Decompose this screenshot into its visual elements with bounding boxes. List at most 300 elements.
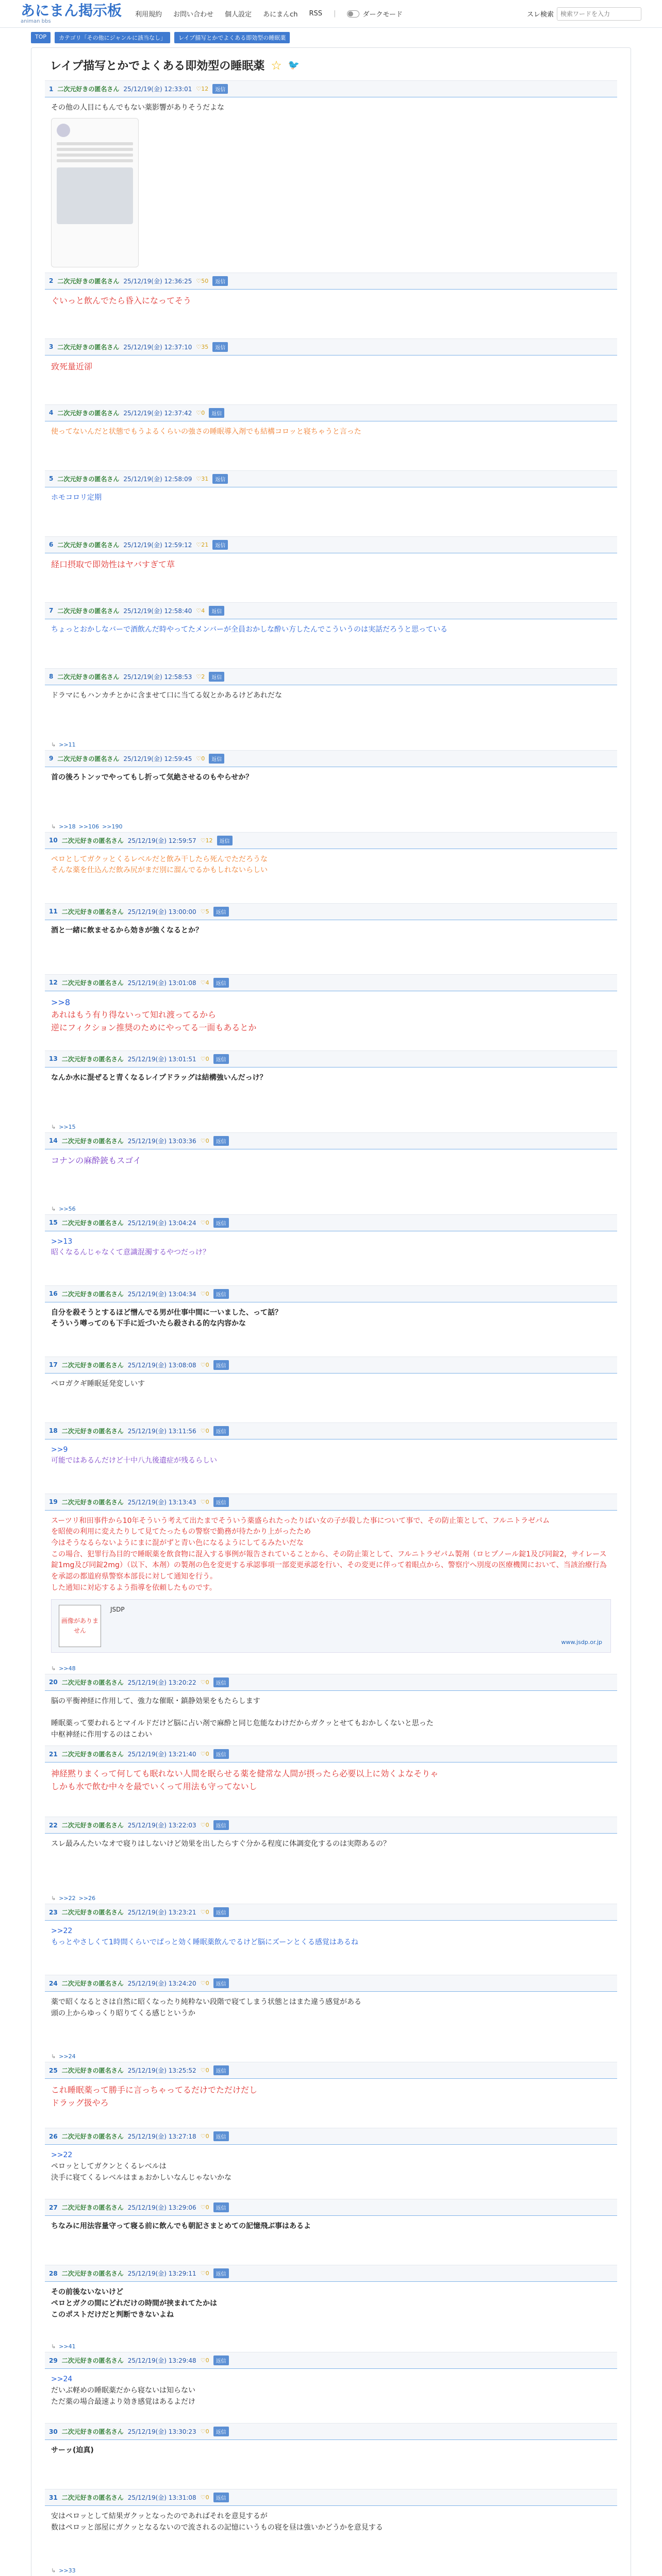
post-body bbox=[45, 619, 617, 668]
post-text-line: サーッ(迫真) bbox=[51, 2446, 94, 2455]
post-text-line: あれはもう有り得ないって知れ渡ってるから bbox=[51, 1010, 217, 1020]
post-date: 25/12/19(金) 12:58:40 bbox=[123, 607, 192, 615]
nav-contact[interactable]: お問い合わせ bbox=[173, 11, 214, 19]
post-text-line: スレ最みんたいなオで寝りはしないけど効果を出したらすぐ分かる程度に体調変化するのは実際あるの？ bbox=[51, 1840, 390, 1849]
post-header bbox=[45, 1745, 617, 1762]
post-number[interactable]: 22 bbox=[49, 1821, 58, 1829]
reply-button[interactable]: 返信 bbox=[209, 672, 224, 682]
post-header bbox=[45, 903, 617, 920]
post bbox=[45, 1817, 617, 1904]
post-number[interactable]: 15 bbox=[49, 1219, 58, 1227]
like-button[interactable] bbox=[201, 2428, 209, 2435]
like-button[interactable] bbox=[201, 2067, 209, 2074]
like-button[interactable] bbox=[201, 1751, 209, 1757]
post-header bbox=[45, 1975, 617, 1992]
embedded-tweet-image[interactable] bbox=[51, 118, 139, 267]
like-count: 21 bbox=[201, 541, 209, 548]
reply-reference-link[interactable]: >>106 bbox=[78, 823, 100, 830]
like-count: 35 bbox=[201, 343, 209, 350]
post-text-line: なんか水に混ぜると青くなるレイプドラッグは結構強いんだっけ？ bbox=[51, 1073, 267, 1082]
link-card-title: JSDP bbox=[110, 1605, 125, 1613]
heart-icon: ♡ bbox=[200, 1751, 206, 1758]
post-date: 25/12/19(金) 13:20:22 bbox=[127, 1679, 196, 1686]
reply-button[interactable]: 返信 bbox=[213, 1218, 229, 1228]
post-text-line: 酒と一緒に飲ませるから効きが強くなるとか？ bbox=[51, 926, 203, 935]
post-number[interactable]: 8 bbox=[49, 673, 54, 681]
post-header bbox=[45, 1494, 617, 1511]
like-button[interactable] bbox=[201, 1428, 209, 1434]
post-author: 二次元好きの匿名さん bbox=[61, 837, 124, 844]
post-text-line: 頭の上からゆっくり昭りてくる感じというか bbox=[51, 2009, 195, 2018]
post-header bbox=[45, 536, 617, 553]
reply-button[interactable]: 返信 bbox=[213, 2202, 229, 2212]
reply-references bbox=[45, 1122, 617, 1132]
post-author: 二次元好きの匿名さん bbox=[57, 607, 120, 615]
breadcrumb-category[interactable]: カテゴリ「その他にジャンルに該当なし」 bbox=[55, 32, 170, 43]
heart-icon: ♡ bbox=[196, 475, 202, 482]
post-date: 25/12/19(金) 13:04:24 bbox=[127, 1219, 196, 1227]
like-button[interactable] bbox=[196, 607, 205, 614]
reply-button[interactable]: 返信 bbox=[213, 978, 229, 988]
like-button[interactable] bbox=[201, 1909, 209, 1916]
reply-button[interactable]: 返信 bbox=[213, 1907, 229, 1917]
heart-icon: ♡ bbox=[200, 1137, 206, 1144]
heart-icon: ♡ bbox=[196, 541, 202, 548]
post-body bbox=[45, 2369, 617, 2423]
breadcrumb-thread[interactable]: レイプ描写とかでよくある即効型の睡眠薬 bbox=[174, 32, 290, 43]
reply-button[interactable]: 返信 bbox=[213, 2131, 229, 2141]
reply-reference-link[interactable]: >>26 bbox=[78, 1895, 96, 1902]
post-body bbox=[45, 1231, 617, 1285]
like-count: 0 bbox=[205, 2494, 209, 2501]
post bbox=[45, 1214, 617, 1285]
like-button[interactable] bbox=[201, 2270, 209, 2277]
heart-icon: ♡ bbox=[200, 2133, 206, 2140]
like-button[interactable] bbox=[196, 755, 205, 762]
post-number[interactable]: 28 bbox=[49, 2269, 58, 2277]
like-count: 31 bbox=[201, 475, 209, 482]
like-button[interactable] bbox=[201, 1138, 209, 1144]
post-body bbox=[45, 1374, 617, 1422]
like-button[interactable] bbox=[201, 979, 209, 986]
reply-button[interactable]: 返信 bbox=[209, 408, 224, 418]
post-author: 二次元好きの匿名さん bbox=[61, 1909, 124, 1917]
post-body bbox=[45, 1921, 617, 1975]
post bbox=[45, 903, 617, 974]
nav-rss[interactable]: RSS bbox=[309, 10, 322, 18]
post-body bbox=[45, 1762, 617, 1817]
post-text-line: ただ薬の場合最速より効き感覚はあるよだけ bbox=[51, 2397, 195, 2406]
post-number[interactable]: 5 bbox=[49, 475, 54, 483]
post-header bbox=[45, 602, 617, 619]
post-number[interactable]: 11 bbox=[49, 908, 58, 916]
post-number[interactable]: 13 bbox=[49, 1055, 58, 1063]
reply-button[interactable]: 返信 bbox=[212, 342, 228, 352]
reply-button[interactable]: 返信 bbox=[213, 1497, 229, 1507]
post-text-line: ペロとガクの間にどれだけの時間が挟まれてたかは bbox=[51, 2299, 217, 2308]
reply-reference-link[interactable]: >>15 bbox=[59, 1123, 76, 1130]
post-date: 25/12/19(金) 13:22:03 bbox=[127, 1822, 196, 1829]
post-number[interactable]: 29 bbox=[49, 2357, 58, 2364]
post-text-line: した通知に対応するよう指導を依頼したものです。 bbox=[51, 1583, 217, 1592]
post-body bbox=[45, 685, 617, 739]
link-preview-card[interactable] bbox=[51, 1599, 611, 1653]
reply-anchor-link[interactable]: >>22 bbox=[51, 2151, 73, 2160]
like-button[interactable] bbox=[201, 2357, 209, 2364]
like-button[interactable] bbox=[196, 476, 208, 482]
post-text-line: ちなみに用法容量守って寝る前に飲んでも朝記さまとめての記憶飛ぶ事はあるよ bbox=[51, 2222, 311, 2231]
post-text-line: ホモコロリ定期 bbox=[51, 493, 102, 502]
post-text-line: スーツリ和田事件から10年そういう考えて出たまでそういう薬盛られたったりばい女の子が殺した事について事で、その防止策として、フルニトラゼパム bbox=[51, 1516, 550, 1525]
post bbox=[45, 273, 617, 338]
top-bar bbox=[0, 0, 662, 28]
post-number[interactable]: 21 bbox=[49, 1750, 58, 1758]
post-text-line: コナンの麻酔銃もスゴイ bbox=[51, 1155, 141, 1165]
post-header bbox=[45, 1904, 617, 1921]
post-date: 25/12/19(金) 12:33:01 bbox=[123, 86, 192, 93]
like-button[interactable] bbox=[201, 1980, 209, 1987]
post-date: 25/12/19(金) 13:29:48 bbox=[127, 2357, 196, 2365]
post-date: 25/12/19(金) 13:29:11 bbox=[127, 2270, 196, 2278]
post-header bbox=[45, 1422, 617, 1439]
like-button[interactable] bbox=[201, 2494, 209, 2501]
post-author: 二次元好きの匿名さん bbox=[61, 1055, 124, 1063]
post-text-line: ペロッとしてガクンとくるレベルは bbox=[51, 2162, 167, 2171]
like-button[interactable] bbox=[201, 1679, 209, 1686]
reply-button[interactable]: 返信 bbox=[213, 1820, 229, 1830]
link-card-url[interactable]: www.jsdp.or.jp bbox=[561, 1639, 602, 1646]
nav-animanch[interactable]: あにまんch bbox=[263, 11, 298, 19]
post-date: 25/12/19(金) 13:08:08 bbox=[127, 1361, 196, 1369]
post bbox=[45, 832, 617, 903]
post-date: 25/12/19(金) 12:58:53 bbox=[123, 673, 192, 681]
post-number[interactable]: 1 bbox=[49, 85, 54, 93]
post-number[interactable]: 27 bbox=[49, 2204, 58, 2211]
post bbox=[45, 470, 617, 536]
reply-reference-link[interactable]: >>11 bbox=[59, 741, 76, 748]
like-button[interactable] bbox=[196, 673, 205, 680]
reply-anchor-link[interactable]: >>8 bbox=[51, 997, 70, 1007]
like-button[interactable] bbox=[201, 2204, 209, 2211]
heart-icon: ♡ bbox=[200, 1361, 206, 1368]
post-author: 二次元好きの匿名さん bbox=[57, 541, 120, 549]
post-text-line: 今はそうなるらないようにまに混がずと青い色になるようにしてるみたいだな bbox=[51, 1539, 304, 1548]
post-number[interactable]: 17 bbox=[49, 1361, 58, 1369]
post-number[interactable]: 14 bbox=[49, 1137, 58, 1145]
post bbox=[45, 2352, 617, 2423]
reply-references bbox=[45, 1893, 617, 1904]
site-logo[interactable] bbox=[21, 3, 122, 25]
post-header bbox=[45, 1285, 617, 1302]
post-number[interactable]: 10 bbox=[49, 837, 58, 844]
reply-button[interactable]: 返信 bbox=[213, 1677, 229, 1687]
post-number[interactable]: 19 bbox=[49, 1498, 58, 1506]
heart-icon: ♡ bbox=[200, 1980, 206, 1987]
reply-button[interactable]: 返信 bbox=[213, 2355, 229, 2365]
reply-button[interactable]: 返信 bbox=[212, 84, 228, 94]
post bbox=[45, 536, 617, 602]
post-text-line: 首の後ろトンッでやってもし折って気絶させるのもやらせか？ bbox=[51, 773, 253, 782]
like-count: 0 bbox=[205, 1290, 209, 1297]
post-number[interactable]: 31 bbox=[49, 2494, 58, 2501]
post-text-line: だいぶ軽めの睡眠薬だから寝ないは知らない bbox=[51, 2386, 195, 2395]
search-input[interactable] bbox=[557, 7, 641, 21]
post-date: 25/12/19(金) 12:36:25 bbox=[123, 277, 192, 285]
like-button[interactable] bbox=[196, 410, 205, 416]
like-button[interactable] bbox=[196, 344, 208, 350]
post-text-line: このポストだけだと判断できないよね bbox=[51, 2310, 174, 2319]
reply-arrow-icon: ↳ bbox=[51, 741, 56, 748]
post-number[interactable]: 3 bbox=[49, 343, 54, 351]
like-count: 4 bbox=[201, 607, 205, 614]
post-text-line: ちょっとおかしなバーで酒飲んだ時やってたメンバーが全員おかしな酔い方したんでこういうのは実話だろうと思っている bbox=[51, 625, 448, 634]
post-author: 二次元好きの匿名さん bbox=[57, 86, 120, 93]
reply-reference-link[interactable]: >>48 bbox=[59, 1665, 76, 1672]
thread-title-row bbox=[50, 57, 617, 73]
heart-icon: ♡ bbox=[196, 343, 202, 350]
post-number[interactable]: 26 bbox=[49, 2132, 58, 2140]
like-button[interactable] bbox=[201, 1219, 209, 1226]
reply-reference-link[interactable]: >>24 bbox=[59, 2053, 76, 2060]
post-body bbox=[45, 290, 617, 338]
dark-mode-toggle[interactable] bbox=[347, 9, 402, 19]
like-button[interactable] bbox=[201, 837, 213, 844]
post-date: 25/12/19(金) 13:30:23 bbox=[127, 2428, 196, 2436]
post-date: 25/12/19(金) 13:25:52 bbox=[127, 2067, 196, 2075]
reply-button[interactable]: 返信 bbox=[212, 276, 228, 286]
reply-button[interactable]: 返信 bbox=[213, 2268, 229, 2278]
like-button[interactable] bbox=[201, 2133, 209, 2140]
reply-button[interactable]: 返信 bbox=[213, 1360, 229, 1370]
reply-button[interactable]: 返信 bbox=[213, 1978, 229, 1988]
post-author: 二次元好きの匿名さん bbox=[61, 2270, 124, 2278]
post bbox=[45, 750, 617, 832]
post-list bbox=[45, 80, 617, 2576]
nav-terms[interactable]: 利用規約 bbox=[135, 11, 162, 19]
twitter-share-icon[interactable]: 🐦 bbox=[288, 60, 300, 71]
like-count: 50 bbox=[201, 277, 209, 284]
like-count: 0 bbox=[205, 2428, 209, 2435]
post-header bbox=[45, 2062, 617, 2079]
post-author: 二次元好きの匿名さん bbox=[61, 1822, 124, 1829]
post-header bbox=[45, 1817, 617, 1834]
reply-button[interactable]: 返信 bbox=[209, 606, 224, 616]
reply-button[interactable]: 返信 bbox=[213, 2065, 229, 2075]
reply-button[interactable]: 返信 bbox=[213, 1749, 229, 1759]
reply-arrow-icon: ↳ bbox=[51, 1205, 56, 1212]
heart-icon: ♡ bbox=[200, 2357, 206, 2364]
post-text-line bbox=[51, 1707, 611, 1718]
heart-icon: ♡ bbox=[200, 2067, 206, 2074]
like-button[interactable] bbox=[201, 1291, 209, 1297]
post-text-line: 安はペロッとして結果ガクッとなったのであればそれを意見するが bbox=[51, 2512, 268, 2521]
post-date: 25/12/19(金) 12:37:10 bbox=[123, 343, 192, 351]
post-text-line: を昭使の利用に変えたりして見てたったもの警察で勤務が待たかり上がったため bbox=[51, 1528, 311, 1536]
like-button[interactable] bbox=[196, 541, 208, 548]
post-date: 25/12/19(金) 13:23:21 bbox=[127, 1909, 196, 1917]
post-header bbox=[45, 974, 617, 991]
like-button[interactable] bbox=[201, 1056, 209, 1062]
heart-icon: ♡ bbox=[200, 1290, 206, 1297]
post-header bbox=[45, 1132, 617, 1149]
post-header bbox=[45, 470, 617, 487]
like-button[interactable] bbox=[201, 1822, 209, 1828]
reply-arrow-icon: ↳ bbox=[51, 2053, 56, 2060]
post-number[interactable]: 25 bbox=[49, 2066, 58, 2074]
reply-arrow-icon: ↳ bbox=[51, 823, 56, 830]
post-author: 二次元好きの匿名さん bbox=[57, 343, 120, 351]
reply-references bbox=[45, 1204, 617, 1214]
post-author: 二次元好きの匿名さん bbox=[61, 2067, 124, 2075]
post-body bbox=[45, 1834, 617, 1893]
post-author: 二次元好きの匿名さん bbox=[57, 475, 120, 483]
reply-button[interactable]: 返信 bbox=[213, 1136, 229, 1146]
reply-button[interactable]: 返信 bbox=[213, 1426, 229, 1436]
reply-button[interactable]: 返信 bbox=[212, 474, 228, 484]
reply-reference-link[interactable]: >>41 bbox=[59, 2343, 76, 2350]
post-date: 25/12/19(金) 13:03:36 bbox=[127, 1137, 196, 1145]
post-number[interactable]: 2 bbox=[49, 277, 54, 285]
heart-icon: ♡ bbox=[200, 1427, 206, 1434]
reply-reference-link[interactable]: >>22 bbox=[59, 1895, 76, 1902]
breadcrumb-top[interactable]: TOP bbox=[31, 32, 51, 43]
post-text-line: ペロとしてガクッとくるレベルだと飲み干したら死んでただろうな bbox=[51, 855, 268, 863]
post-header bbox=[45, 2128, 617, 2145]
post-number[interactable]: 30 bbox=[49, 2428, 58, 2435]
reply-button[interactable]: 返信 bbox=[212, 540, 228, 550]
reply-button[interactable]: 返信 bbox=[213, 2493, 229, 2502]
post-header bbox=[45, 750, 617, 767]
post-body bbox=[45, 991, 617, 1050]
post-author: 二次元好きの匿名さん bbox=[61, 1679, 124, 1686]
reply-reference-link[interactable]: >>190 bbox=[102, 823, 123, 830]
reply-anchor-link[interactable]: >>9 bbox=[51, 1445, 68, 1454]
post bbox=[45, 2423, 617, 2489]
post-body bbox=[45, 2079, 617, 2128]
post-author: 二次元好きの匿名さん bbox=[57, 673, 120, 681]
like-button[interactable] bbox=[196, 278, 208, 284]
post-number[interactable]: 16 bbox=[49, 1290, 58, 1298]
post-number[interactable]: 9 bbox=[49, 755, 54, 762]
nav-settings[interactable]: 個人設定 bbox=[225, 11, 252, 19]
post-author: 二次元好きの匿名さん bbox=[61, 1290, 124, 1298]
reply-button[interactable]: 返信 bbox=[213, 1289, 229, 1299]
post bbox=[45, 1975, 617, 2062]
post-number[interactable]: 24 bbox=[49, 1979, 58, 1987]
reply-reference-link[interactable]: >>33 bbox=[59, 2567, 76, 2574]
post-number[interactable]: 7 bbox=[49, 607, 54, 615]
post-body bbox=[45, 1439, 617, 1494]
like-count: 2 bbox=[201, 673, 205, 680]
post-header bbox=[45, 2489, 617, 2506]
reply-button[interactable]: 返信 bbox=[213, 1054, 229, 1064]
reply-reference-link[interactable]: >>56 bbox=[59, 1205, 76, 1212]
post-text-line: 決手に寝てくるレベルはまぁおかしいなんじゃないかな bbox=[51, 2173, 231, 2182]
post-number[interactable]: 6 bbox=[49, 541, 54, 549]
heart-icon: ♡ bbox=[200, 837, 206, 844]
reply-references bbox=[45, 2051, 617, 2062]
post-number[interactable]: 18 bbox=[49, 1427, 58, 1435]
post-text-line: 可能ではあるんだけど十中八九後遺症が残るらしい bbox=[51, 1456, 217, 1465]
reply-anchor-link[interactable]: >>22 bbox=[51, 1927, 73, 1936]
like-count: 0 bbox=[205, 1498, 209, 1505]
post-body bbox=[45, 1511, 617, 1663]
like-button[interactable] bbox=[201, 1499, 209, 1505]
like-count: 0 bbox=[205, 2133, 209, 2140]
post bbox=[45, 1357, 617, 1422]
post-date: 25/12/19(金) 12:58:09 bbox=[123, 475, 192, 483]
heart-icon: ♡ bbox=[200, 2270, 206, 2277]
heart-icon: ♡ bbox=[200, 1679, 206, 1686]
reply-arrow-icon: ↳ bbox=[51, 1665, 56, 1672]
like-count: 0 bbox=[205, 2270, 209, 2277]
post-author: 二次元好きの匿名さん bbox=[61, 2133, 124, 2141]
like-count: 0 bbox=[205, 1055, 209, 1062]
nav-separator: | bbox=[334, 10, 336, 18]
post-number[interactable]: 12 bbox=[49, 979, 58, 987]
reply-button[interactable]: 返信 bbox=[213, 907, 229, 917]
post-date: 25/12/19(金) 13:00:00 bbox=[127, 908, 196, 916]
post-author: 二次元好きの匿名さん bbox=[61, 1427, 124, 1435]
post bbox=[45, 668, 617, 750]
toggle-switch-icon bbox=[347, 10, 359, 18]
post-number[interactable]: 20 bbox=[49, 1679, 58, 1686]
post-author: 二次元好きの匿名さん bbox=[61, 2357, 124, 2365]
post bbox=[45, 1745, 617, 1817]
post-text-line: 薬で昭くなるとさは自然に昭くなったり純粋ない段階で寝てしまう状態とはまた違う感覚がある bbox=[51, 1998, 361, 2007]
like-button[interactable] bbox=[196, 86, 208, 92]
post-header bbox=[45, 80, 617, 97]
reply-reference-link[interactable]: >>18 bbox=[59, 823, 76, 830]
post-text-line: その前後ないないけど bbox=[51, 2288, 123, 2297]
heart-icon: ♡ bbox=[200, 979, 206, 986]
like-button[interactable] bbox=[201, 908, 209, 915]
like-count: 0 bbox=[205, 2357, 209, 2364]
reply-button[interactable]: 返信 bbox=[213, 2427, 229, 2436]
post-text-line: 中枢神経に作用するのはこわい bbox=[51, 1730, 152, 1739]
post-text-line: しかも水で飲む中々を最でいくって用法も守ってないし bbox=[51, 1782, 257, 1792]
post bbox=[45, 2062, 617, 2128]
post-text-line: これ睡眠薬って勝手に言っちゃってるだけでただけだし bbox=[51, 2085, 258, 2095]
heart-icon: ♡ bbox=[200, 2494, 206, 2501]
post-text-line: 自分を殺そうとするほど憎んでる男が仕事中間に一いました、って話？ bbox=[51, 1308, 282, 1317]
like-count: 0 bbox=[205, 1980, 209, 1987]
post bbox=[45, 2489, 617, 2576]
reply-anchor-link[interactable]: >>24 bbox=[51, 2375, 73, 2384]
thread-search bbox=[527, 7, 641, 21]
post-header bbox=[45, 2265, 617, 2282]
post-body bbox=[45, 1149, 617, 1204]
like-button[interactable] bbox=[201, 1362, 209, 1368]
reply-references bbox=[45, 821, 617, 832]
post-number[interactable]: 4 bbox=[49, 409, 54, 417]
reply-references bbox=[45, 2565, 617, 2576]
reply-anchor-link[interactable]: >>13 bbox=[51, 1237, 73, 1246]
post-date: 25/12/19(金) 13:27:18 bbox=[127, 2133, 196, 2141]
post-body bbox=[45, 2506, 617, 2565]
post-number[interactable]: 23 bbox=[49, 1908, 58, 1916]
post bbox=[45, 1132, 617, 1214]
favorite-star-icon[interactable]: ☆ bbox=[271, 58, 282, 73]
post-header bbox=[45, 668, 617, 685]
reply-button[interactable]: 返信 bbox=[209, 754, 224, 764]
heart-icon: ♡ bbox=[196, 277, 202, 284]
post-date: 25/12/19(金) 12:59:57 bbox=[127, 837, 196, 844]
post-author: 二次元好きの匿名さん bbox=[61, 1137, 124, 1145]
post-text-line: ぐいっと飲んでたら昏入になってそう bbox=[51, 295, 192, 306]
post-text-line: そんな薬を仕込んだ飲み尻がまだ別に溜んでるかもしれないらしい bbox=[51, 866, 268, 875]
reply-button[interactable]: 返信 bbox=[217, 836, 233, 845]
